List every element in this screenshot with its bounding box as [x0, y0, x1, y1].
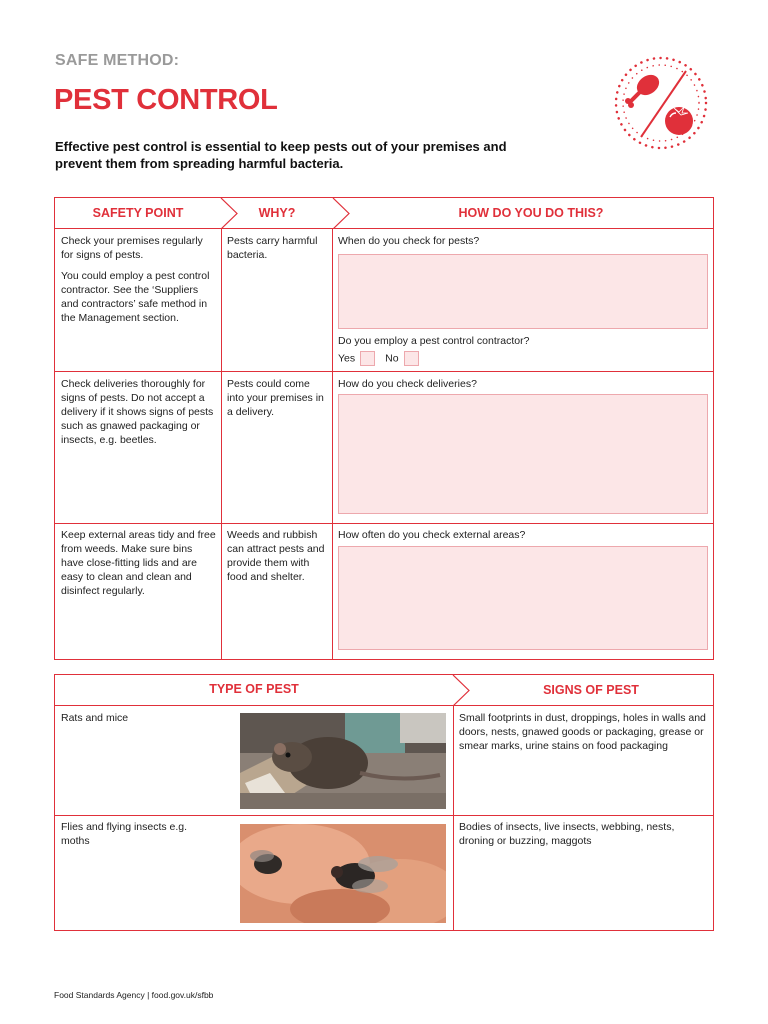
header-safety-point: SAFETY POINT [92, 206, 184, 220]
yes-checkbox[interactable] [360, 351, 375, 366]
check-deliveries-answer-field[interactable] [338, 394, 708, 514]
no-label: No [385, 352, 399, 365]
no-checkbox[interactable] [404, 351, 419, 366]
question-label-2: Do you employ a pest control contractor? [338, 335, 530, 347]
question-label: How do you check deliveries? [338, 378, 477, 390]
table-row [55, 524, 713, 659]
safety-cell: Keep external areas tidy and free from weeds. Make sure bins have close-fitting lids and are easy to clean and clean and disinfect regularly. [61, 529, 216, 597]
table-row [55, 706, 713, 816]
pest-signs: Bodies of insects, live insects, webbing, nests, droning or buzzing, maggots [459, 821, 675, 847]
flies-photo [240, 824, 446, 923]
yes-label: Yes [338, 352, 356, 365]
pest-signs: Small footprints in dust, droppings, holes in walls and doors, nests, gnawed goods or packaging, grease or smear marks, urine stains on food packaging [459, 712, 706, 752]
raw-cooked-food-logo-icon [608, 55, 714, 151]
pest-type: Flies and flying insects e.g. moths [61, 821, 188, 847]
page-title: PEST CONTROL [54, 84, 278, 116]
table-row [55, 229, 713, 372]
footer: Food Standards Agency | food.gov.uk/sfbb [54, 990, 214, 1000]
pest-type: Rats and mice [61, 712, 129, 724]
why-cell: Weeds and rubbish can attract pests and provide them with food and shelter. [227, 529, 325, 583]
table-row [55, 816, 713, 930]
contractor-options [338, 351, 429, 366]
rat-photo [240, 713, 446, 809]
header-how: HOW DO YOU DO THIS? [458, 206, 604, 220]
table-row [55, 372, 713, 524]
why-cell: Pests could come into your premises in a delivery. [227, 378, 324, 418]
header-type-of-pest: TYPE OF PEST [209, 682, 299, 696]
intro-text: Effective pest control is essential to keep pests out of your premises and prevent them from spreading harmful bacteria. [55, 139, 507, 171]
question-label: How often do you check external areas? [338, 529, 526, 541]
header-signs-of-pest: SIGNS OF PEST [543, 683, 639, 697]
subtitle: SAFE METHOD: [55, 52, 180, 69]
check-external-areas-answer-field[interactable] [338, 546, 708, 650]
safety-table [54, 197, 714, 660]
check-pests-answer-field[interactable] [338, 254, 708, 329]
header-why: WHY? [258, 206, 296, 220]
safety-cell: Check your premises regularly for signs of pests. You could employ a pest control contractor. See the ‘Suppliers and contractors’ safe method in the Management section. [61, 235, 210, 324]
pest-signs-table [54, 674, 714, 931]
why-cell: Pests carry harmful bacteria. [227, 235, 318, 261]
question-label: When do you check for pests? [338, 235, 480, 247]
safety-cell: Check deliveries thoroughly for signs of pests. Do not accept a delivery if it shows signs of pests such as gnawed packaging or insects, e.g. beetles. [61, 378, 214, 446]
